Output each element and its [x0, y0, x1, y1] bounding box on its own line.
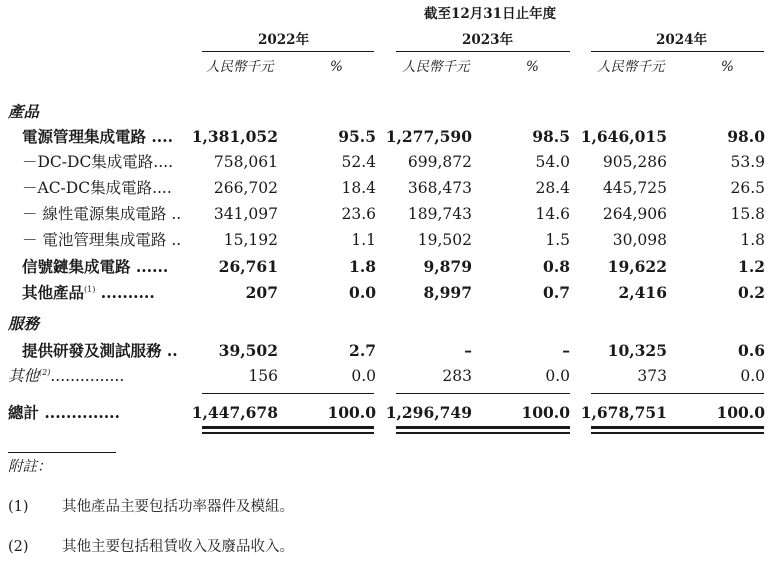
row-value: 445,725	[602, 179, 667, 197]
notes-heading: 附註：	[8, 459, 52, 475]
year-header-2022: 2022年	[258, 32, 310, 48]
note-2-marker: (2)	[8, 539, 29, 555]
year-header-2024: 2024年	[656, 32, 708, 48]
row-value: 1.8	[740, 231, 765, 249]
total-top-rule-2022	[202, 393, 374, 394]
row-value: 98.0	[727, 127, 765, 146]
row-value: 1.5	[545, 231, 570, 249]
section-products: 產品	[8, 102, 40, 121]
unit-percent-2023: %	[526, 59, 539, 75]
row-label-others: 其他$^{(2)}$...............	[8, 367, 125, 385]
row-value: 266,702	[213, 179, 278, 197]
row-value: 368,473	[407, 179, 472, 197]
row-value: 19,622	[607, 257, 667, 276]
row-value: 14.6	[535, 205, 570, 223]
total-double-rule-2022	[202, 426, 374, 429]
row-value: 28.4	[535, 179, 570, 197]
total-value: 100.0	[521, 403, 570, 422]
total-value: 1,447,678	[191, 403, 278, 422]
row-label-signal-chain: 信號鏈集成電路 ......	[22, 257, 169, 276]
row-value: 758,061	[213, 153, 278, 171]
unit-amount-2022: 人民幣千元	[206, 59, 274, 75]
row-label-other-products: 其他產品$^{(1)}$ ..........	[22, 283, 155, 302]
total-double-rule-2024-b	[591, 432, 764, 434]
row-label-acdc: －AC-DC集成電路....	[22, 179, 172, 197]
row-value: 1.8	[349, 257, 376, 276]
row-value: 2,416	[618, 283, 667, 302]
row-value: 23.6	[341, 205, 376, 223]
row-value: 0.0	[740, 367, 765, 385]
header-rule-2024	[591, 51, 764, 52]
note-1-marker: (1)	[8, 499, 29, 515]
row-value: 19,502	[417, 231, 472, 249]
row-label-total: 總計 ..............	[8, 403, 120, 422]
row-label-rd-testing-services: 提供研發及測試服務 ..	[22, 341, 178, 360]
note-1-text: 其他產品主要包括功率器件及模組。	[62, 499, 294, 515]
note-2-text: 其他主要包括租賃收入及廢品收入。	[62, 539, 294, 555]
row-value: 1,381,052	[191, 127, 278, 146]
section-services: 服務	[8, 314, 40, 333]
row-value: 2.7	[349, 341, 376, 360]
row-value: 26.5	[730, 179, 765, 197]
row-value: 0.2	[738, 283, 765, 302]
row-label-battery: － 電池管理集成電路 ..	[22, 231, 182, 249]
row-value: 10,325	[607, 341, 667, 360]
row-value: 264,906	[602, 205, 667, 223]
row-value: 905,286	[602, 153, 667, 171]
row-value: 341,097	[213, 205, 278, 223]
row-value: 1.1	[351, 231, 376, 249]
row-value: 9,879	[423, 257, 472, 276]
row-value: 0.0	[349, 283, 376, 302]
row-label-dcdc: －DC-DC集成電路....	[22, 153, 174, 171]
row-value: 15.8	[730, 205, 765, 223]
total-value: 1,296,749	[385, 403, 472, 422]
row-value: 1.2	[738, 257, 765, 276]
row-value: 39,502	[218, 341, 278, 360]
total-value: 100.0	[327, 403, 376, 422]
row-value: 30,098	[612, 231, 667, 249]
total-double-rule-2023	[396, 426, 570, 429]
footnote-divider	[8, 452, 116, 453]
row-value: 0.7	[543, 283, 570, 302]
header-rule-2022	[202, 51, 374, 52]
total-top-rule-2024	[591, 393, 764, 394]
total-double-rule-2022-b	[202, 432, 374, 434]
row-value: 26,761	[218, 257, 278, 276]
total-value: 100.0	[716, 403, 765, 422]
header-rule-2023	[396, 51, 570, 52]
row-value: 0.0	[351, 367, 376, 385]
unit-amount-2024: 人民幣千元	[597, 59, 665, 75]
row-value: 53.9	[730, 153, 765, 171]
total-double-rule-2023-b	[396, 432, 570, 434]
row-value: 54.0	[535, 153, 570, 171]
row-value: 15,192	[223, 231, 278, 249]
row-value: 699,872	[407, 153, 472, 171]
row-value: 0.0	[545, 367, 570, 385]
row-value: 0.6	[738, 341, 765, 360]
row-label-pmic: 電源管理集成電路 ....	[22, 127, 173, 146]
row-value: –	[464, 341, 472, 360]
unit-percent-2022: %	[330, 59, 343, 75]
row-value: 207	[245, 283, 278, 302]
row-value: 189,743	[407, 205, 472, 223]
row-value: –	[562, 341, 570, 360]
unit-amount-2023: 人民幣千元	[402, 59, 470, 75]
row-label-linear: － 線性電源集成電路 ..	[22, 205, 182, 223]
total-top-rule-2023	[396, 393, 570, 394]
row-value: 1,277,590	[385, 127, 472, 146]
row-value: 283	[442, 367, 472, 385]
total-value: 1,678,751	[580, 403, 667, 422]
row-value: 373	[637, 367, 667, 385]
row-value: 8,997	[423, 283, 472, 302]
row-value: 156	[248, 367, 278, 385]
row-value: 95.5	[338, 127, 376, 146]
total-double-rule-2024	[591, 426, 764, 429]
row-value: 1,646,015	[580, 127, 667, 146]
unit-percent-2024: %	[721, 59, 734, 75]
row-value: 0.8	[543, 257, 570, 276]
period-header: 截至12月31日止年度	[424, 6, 557, 22]
year-header-2023: 2023年	[462, 32, 514, 48]
row-value: 52.4	[341, 153, 376, 171]
row-value: 18.4	[341, 179, 376, 197]
row-value: 98.5	[532, 127, 570, 146]
